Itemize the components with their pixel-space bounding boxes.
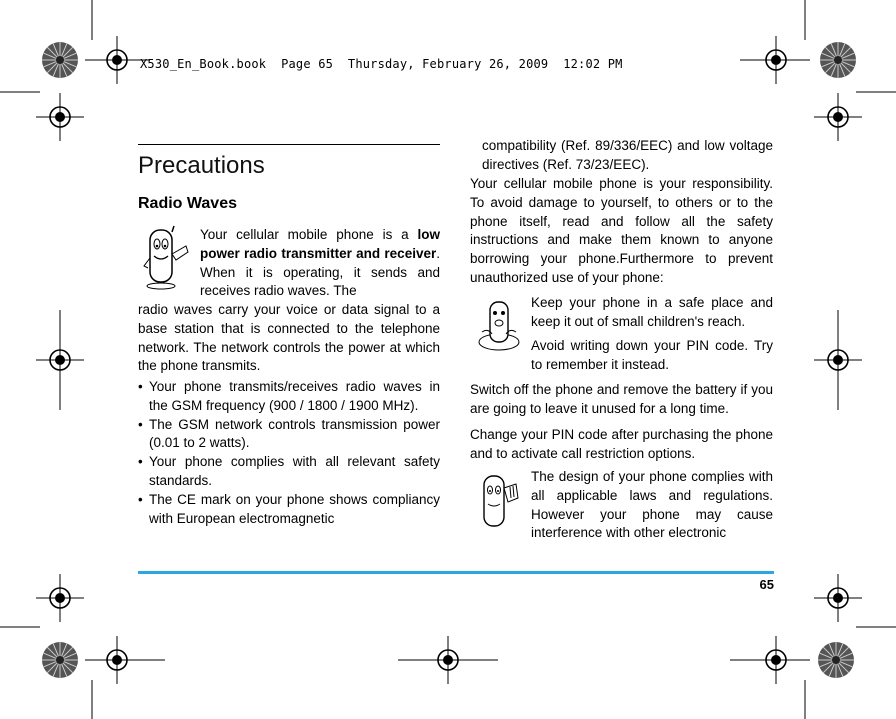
footer-rule: [138, 571, 774, 574]
avoid-pin-text: Avoid writing down your PIN code. Try to remember it instead.: [531, 338, 773, 372]
ce-mark-continued: compatibility (Ref. 89/336/EEC) and low voltage directives (Ref. 73/23/EEC).: [482, 138, 773, 172]
switch-off-paragraph: Switch off the phone and remove the battery if you are going to leave it unused for a long time.: [470, 382, 773, 416]
waving-phone-mascot-icon: [140, 224, 192, 292]
design-text: The design of your phone complies with all applicable laws and regulations. However your phone may cause interference with other electronic: [531, 469, 773, 541]
intro-paragraph-top: [200, 226, 440, 301]
list-item: • Your phone transmits/receives radio waves in the GSM frequency (900 / 1800 / 1900 MHz).: [138, 378, 440, 416]
list-item: • The CE mark on your phone shows compliancy with European electromagnetic: [138, 491, 440, 529]
intro-text-start: Your cellular mobile phone is a: [200, 227, 418, 242]
responsibility-paragraph: Your cellular mobile phone is your responsibility. To avoid damage to yourself, to others or to the phone itself, read and follow all the safety instructions and make them known to anyone borrowing your phone.Furthermore to prevent unauthorized use of your phone:: [470, 176, 773, 285]
change-pin-paragraph: Change your PIN code after purchasing the phone and to activate call restriction options.: [470, 427, 773, 461]
list-item: • The GSM network controls transmission power (0.01 to 2 watts).: [138, 416, 440, 454]
print-header-stamp: X530_En_Book.book Page 65 Thursday, February 26, 2009 12:02 PM: [140, 57, 623, 71]
title-rule: [138, 144, 440, 145]
list-item: • Your phone complies with all relevant safety standards.: [138, 453, 440, 491]
page-number: 65: [759, 577, 774, 592]
baby-with-phone-icon: [476, 298, 522, 352]
radio-facts-list: [138, 378, 440, 528]
page-title: Precautions: [138, 152, 265, 179]
phone-mascot-stop-icon: [478, 472, 522, 532]
section-heading: Radio Waves: [138, 195, 237, 212]
intro-paragraph-continued: radio waves carry your voice or data signal to a base station that is connected to the telephone network. The network controls the power at which the phone transmits.: [138, 302, 440, 374]
intro-bold-text: low power radio transmitter and receiver: [200, 227, 440, 261]
keep-safe-text: Keep your phone in a safe place and keep it out of small children's reach.: [531, 295, 773, 329]
intro-text-rest-inline: . When it is operating, it sends and receives radio waves. The: [200, 245, 440, 299]
